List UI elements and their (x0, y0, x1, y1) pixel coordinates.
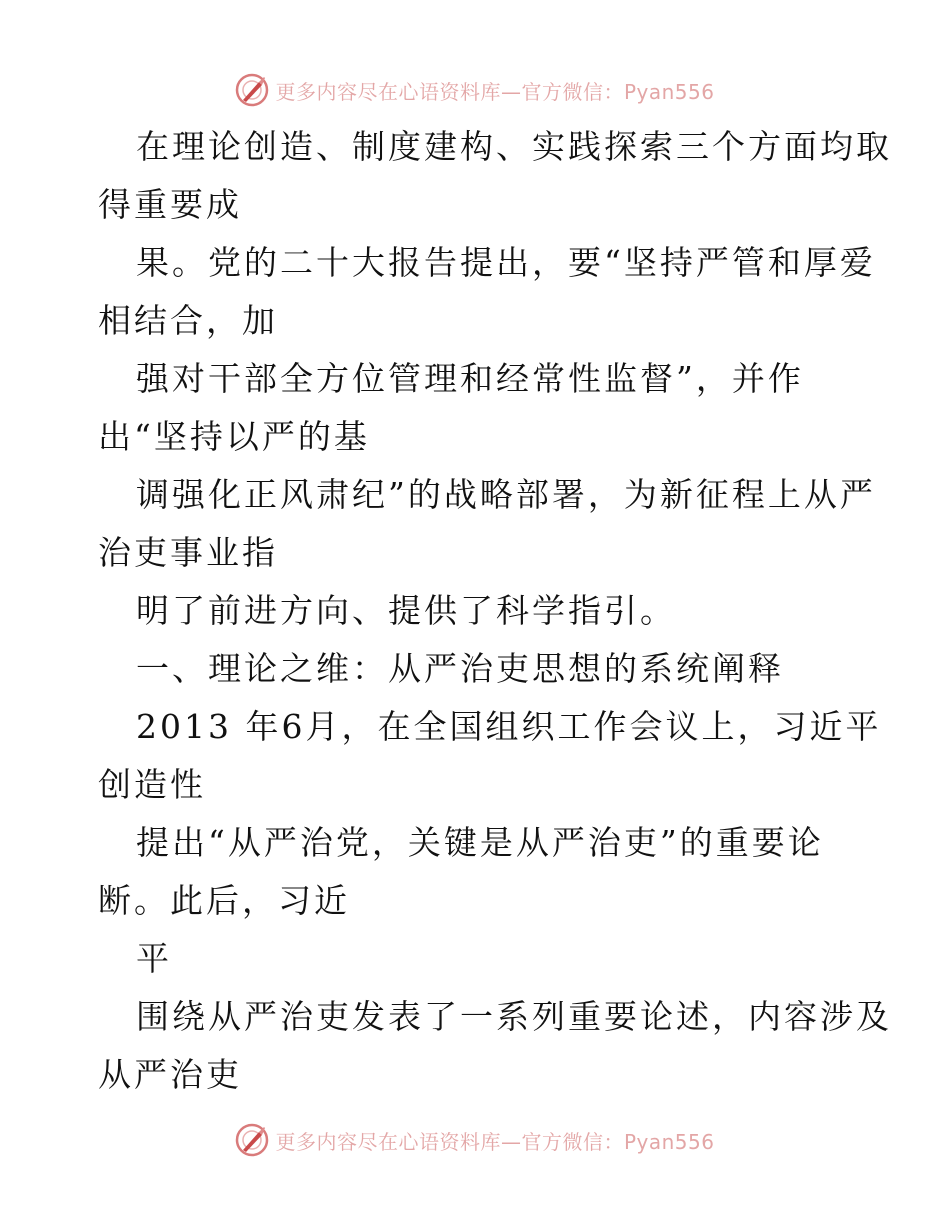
text-line: 创造性 (98, 765, 206, 804)
text-line: 出“坚持以严的基 (98, 417, 370, 456)
footer-watermark-text: 更多内容尽在心语资料库—官方微信：Pyan556 (275, 1129, 715, 1154)
text-line: 一、理论之维：从严治吏思想的系统阐释 (136, 649, 784, 688)
text-line: 从严治吏 (98, 1055, 242, 1094)
document-body (98, 118, 892, 1104)
text-line: 围绕从严治吏发表了一系列重要论述，内容涉及 (136, 997, 892, 1036)
text-line: 断。此后，习近 (98, 881, 350, 920)
text-line: 2013 年6月，在全国组织工作会议上，习近平 (136, 707, 882, 746)
header-watermark (0, 70, 950, 110)
text-line: 得重要成 (98, 185, 242, 224)
footer-watermark (0, 1120, 950, 1160)
text-line: 强对干部全方位管理和经常性监督”，并作 (136, 359, 804, 398)
text-line: 提出“从严治党，关键是从严治吏”的重要论 (136, 823, 824, 862)
quill-pen-emblem-icon (235, 1123, 269, 1157)
text-line: 平 (136, 939, 172, 978)
text-line: 果。党的二十大报告提出，要“坚持严管和厚爱 (136, 243, 876, 282)
text-line: 调强化正风肃纪”的战略部署，为新征程上从严 (136, 475, 876, 514)
text-line: 治吏事业指 (98, 533, 278, 572)
text-line: 在理论创造、制度建构、实践探索三个方面均取 (136, 127, 892, 166)
header-watermark-text: 更多内容尽在心语资料库—官方微信：Pyan556 (275, 79, 715, 104)
text-line: 相结合，加 (98, 301, 278, 340)
quill-pen-emblem-icon (235, 73, 269, 107)
text-line: 明了前进方向、提供了科学指引。 (136, 591, 676, 630)
